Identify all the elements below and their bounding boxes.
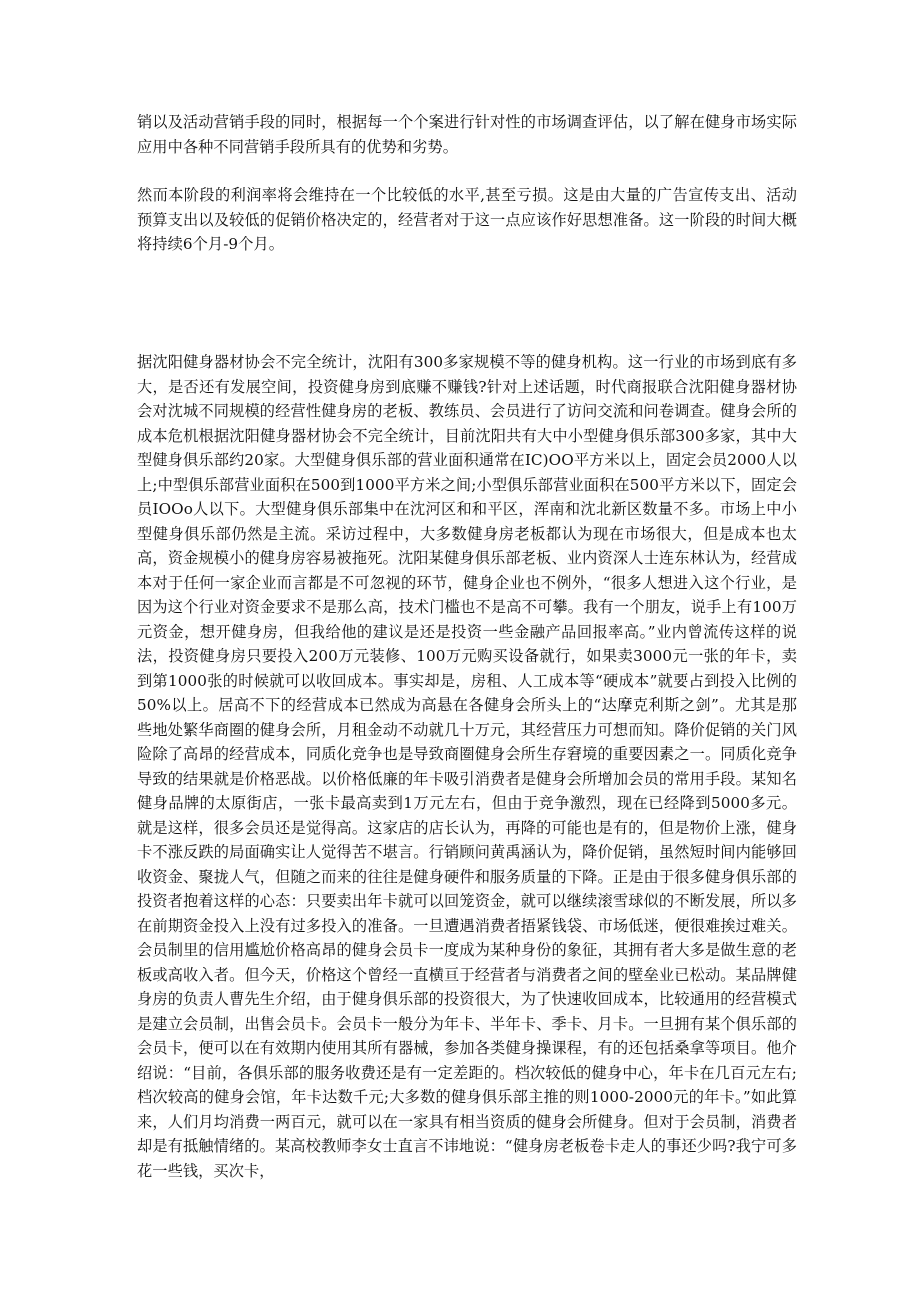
paragraph-profit-stage: 然而本阶段的利润率将会维持在一个比较低的水平,甚至亏损。这是由大量的广告宣传支出、活动预算支出以及较低的促销价格决定的，经营者对于这一点应该作好思想准备。这一阶段的时间大概将持续6个月-9个月。	[137, 186, 797, 254]
paragraph-marketing-evaluation: 销以及活动营销手段的同时，根据每一个个案进行针对性的市场调查评估，以了解在健身市场实际应用中各种不同营销手段所具有的优势和劣势。	[137, 113, 797, 156]
paragraph-shenyang-gym-market: 据沈阳健身器材协会不完全统计，沈阳有300多家规模不等的健身机构。这一行业的市场到底有多大，是否还有发展空间，投资健身房到底赚不赚钱?针对上述话题，时代商报联合沈阳健身器材协会对沈城不同规模的经营性健身房的老板、教练员、会员进行了访问交流和问卷调查。健身会所的成本危机根据沈阳健身器材协会不完全统计，目前沈阳共有大中小型健身俱乐部300多家，其中大型健身俱乐部约20家。大型健身俱乐部的营业面积通常在IC)OO平方米以上，固定会员2000人以上;中型俱乐部营业面积在500到1000平方米之间;小型俱乐部营业面积在500平方米以下，固定会员IOOo人以下。大型健身俱乐部集中在沈河区和和平区，浑南和沈北新区数量不多。市场上中小型健身俱乐部仍然是主流。采访过程中，大多数健身房老板都认为现在市场很大，但是成本也太高，资金规模小的健身房容易被拖死。沈阳某健身俱乐部老板、业内资深人士连东林认为，经营成本对于任何一家企业而言都是不可忽视的环节，健身企业也不例外，“很多人想进入这个行业，是因为这个行业对资金要求不是那么高，技术门槛也不是高不可攀。我有一个朋友，说手上有100万元资金，想开健身房，但我给他的建议是还是投资一些金融产品回报率高。”业内曾流传这样的说法，投资健身房只要投入200万元装修、100万元购买设备就行，如果卖3000元一张的年卡，卖到第1000张的时候就可以收回成本。事实却是，房租、人工成本等“硬成本”就要占到投入比例的50%以上。居高不下的经营成本已然成为高悬在各健身会所头上的“达摩克利斯之剑”。尤其是那些地处繁华商圈的健身会所，月租金动不动就几十万元，其经营压力可想而知。降价促销的关门风险除了高昂的经营成本，同质化竞争也是导致商圈健身会所生存窘境的重要因素之一。同质化竞争导致的结果就是价格恶战。以价格低廉的年卡吸引消费者是健身会所增加会员的常用手段。某知名健身品牌的太原街店，一张卡最高卖到1万元左右，但由于竞争激烈，现在已经降到5000多元。就是这样，很多会员还是觉得高。这家店的店长认为，再降的可能也是有的，但是物价上涨，健身卡不涨反跌的局面确实让人觉得苦不堪言。行销顾问黄禹涵认为，降价促销，虽然短时间内能够回收资金、聚拢人气，但随之而来的往往是健身硬件和服务质量的下降。正是由于很多健身俱乐部的投资者抱着这样的心态：只要卖出年卡就可以回笼资金，就可以继续滚雪球似的不断发展，所以多在前期资金投入上没有过多投入的准备。一旦遭遇消费者捂紧钱袋、市场低迷，便很难挨过难关。会员制里的信用尴尬价格高昂的健身会员卡一度成为某种身份的象征，其拥有者大多是做生意的老板或高收入者。但今天，价格这个曾经一直横亘于经营者与消费者之间的壁垒业已松动。某品牌健身房的负责人曹先生介绍，由于健身俱乐部的投资很大，为了快速收回成本，比较通用的经营模式是建立会员制，出售会员卡。会员卡一般分为年卡、半年卡、季卡、月卡。一旦拥有某个俱乐部的会员卡，便可以在有效期内使用其所有器械，参加各类健身操课程，有的还包括桑拿等项目。他介绍说：“目前，各俱乐部的服务收费还是有一定差距的。档次较低的健身中心，年卡在几百元左右;档次较高的健身会馆，年卡达数千元;大多数的健身俱乐部主推的则1000-2000元的年卡。”如此算来，人们月均消费一两百元，就可以在一家具有相当资质的健身会所健身。但对于会员制，消费者却是有抵触情绪的。某高校教师李女士直言不讳地说：“健身房老板卷卡走人的事还少吗?我宁可多花一些钱，买次卡，	[137, 353, 797, 1180]
